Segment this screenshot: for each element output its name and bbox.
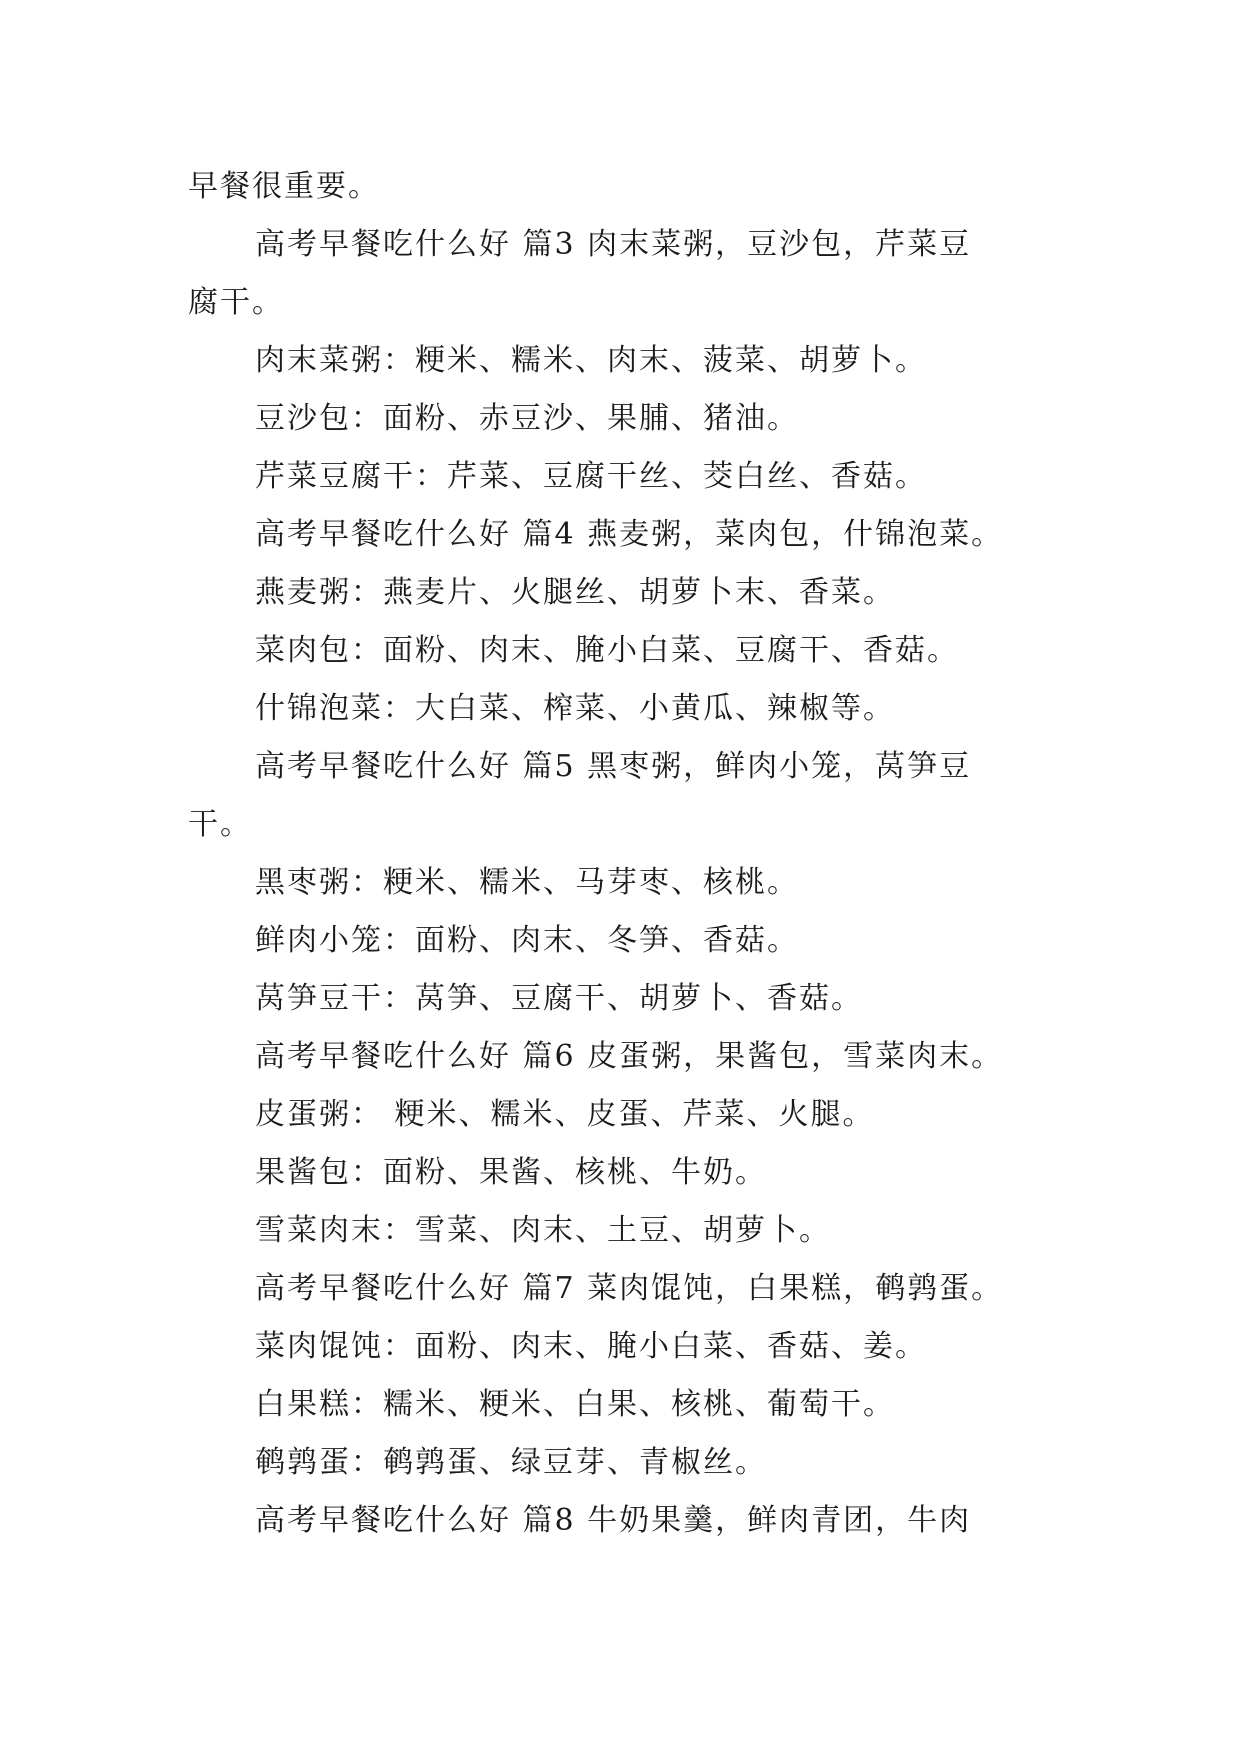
text-line: 燕麦粥：燕麦片、火腿丝、胡萝卜末、香菜。 [255,575,895,610]
text-line: 肉末菜粥：粳米、糯米、肉末、菠菜、胡萝卜。 [255,343,927,378]
section-heading: 高考早餐吃什么好 篇7 菜肉馄饨，白果糕，鹌鹑蛋。 [255,1271,1004,1306]
text-line: 豆沙包：面粉、赤豆沙、果脯、猪油。 [255,401,799,436]
section-heading: 高考早餐吃什么好 篇4 燕麦粥，菜肉包，什锦泡菜。 [255,517,1004,552]
section-heading: 高考早餐吃什么好 篇6 皮蛋粥，果酱包，雪菜肉末。 [255,1039,1004,1074]
text-line: 什锦泡菜：大白菜、榨菜、小黄瓜、辣椒等。 [255,691,895,726]
text-line: 莴笋豆干：莴笋、豆腐干、胡萝卜、香菇。 [255,981,863,1016]
section-heading: 高考早餐吃什么好 篇3 肉末菜粥，豆沙包，芹菜豆 [255,227,972,262]
text-line: 芹菜豆腐干：芹菜、豆腐干丝、茭白丝、香菇。 [255,459,927,494]
section-heading: 高考早餐吃什么好 篇8 牛奶果羹，鲜肉青团，牛肉 [255,1503,972,1538]
text-line: 干。 [188,807,252,842]
text-line: 鲜肉小笼：面粉、肉末、冬笋、香菇。 [255,923,799,958]
text-line: 早餐很重要。 [188,169,380,204]
text-line: 雪菜肉末：雪菜、肉末、土豆、胡萝卜。 [255,1213,831,1248]
text-line: 腐干。 [188,285,284,320]
text-line: 白果糕：糯米、粳米、白果、核桃、葡萄干。 [255,1387,895,1422]
text-line: 菜肉馄饨：面粉、肉末、腌小白菜、香菇、姜。 [255,1329,927,1364]
text-line: 黑枣粥：粳米、糯米、马芽枣、核桃。 [255,865,799,900]
document-body [188,158,1068,1550]
text-line: 皮蛋粥： 粳米、糯米、皮蛋、芹菜、火腿。 [255,1097,875,1132]
text-line: 果酱包：面粉、果酱、核桃、牛奶。 [255,1155,767,1190]
text-line: 鹌鹑蛋：鹌鹑蛋、绿豆芽、青椒丝。 [255,1445,767,1480]
text-line: 菜肉包：面粉、肉末、腌小白菜、豆腐干、香菇。 [255,633,959,668]
section-heading: 高考早餐吃什么好 篇5 黑枣粥，鲜肉小笼，莴笋豆 [255,749,972,784]
